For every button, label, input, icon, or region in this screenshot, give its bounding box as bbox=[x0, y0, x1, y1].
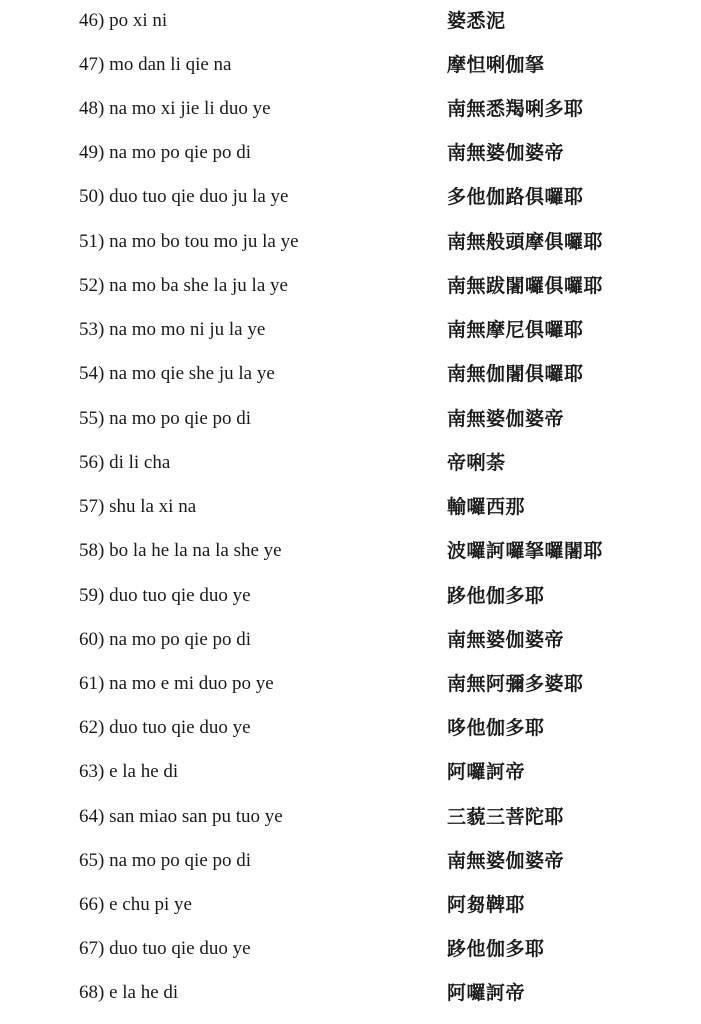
pinyin-line: 46) po xi ni bbox=[79, 10, 168, 31]
list-item bbox=[0, 186, 701, 216]
pinyin-line: 58) bo la he la na la she ye bbox=[79, 540, 282, 561]
list-item bbox=[0, 938, 701, 968]
hanzi-line: 南無跋闍囉俱囉耶 bbox=[447, 275, 604, 297]
hanzi-line: 南無婆伽婆帝 bbox=[447, 408, 565, 430]
hanzi-line: 波囉訶囉拏囉闍耶 bbox=[447, 540, 604, 562]
list-item bbox=[0, 540, 701, 570]
pinyin-line: 56) di li cha bbox=[79, 452, 171, 473]
list-item bbox=[0, 54, 701, 84]
list-item bbox=[0, 585, 701, 615]
pinyin-line: 68) e la he di bbox=[79, 982, 179, 1003]
pinyin-line: 59) duo tuo qie duo ye bbox=[79, 585, 251, 606]
list-item bbox=[0, 98, 701, 128]
pinyin-line: 60) na mo po qie po di bbox=[79, 629, 252, 650]
hanzi-line: 哆他伽多耶 bbox=[447, 717, 545, 739]
pinyin-line: 66) e chu pi ye bbox=[79, 894, 192, 915]
list-item bbox=[0, 894, 701, 924]
list-item bbox=[0, 717, 701, 747]
pinyin-line: 49) na mo po qie po di bbox=[79, 142, 252, 163]
pinyin-line: 57) shu la xi na bbox=[79, 496, 197, 517]
hanzi-line: 南無阿彌多婆耶 bbox=[447, 673, 584, 695]
pinyin-line: 47) mo dan li qie na bbox=[79, 54, 232, 75]
list-item bbox=[0, 850, 701, 880]
pinyin-line: 65) na mo po qie po di bbox=[79, 850, 252, 871]
hanzi-line: 帝唎荼 bbox=[447, 452, 506, 474]
hanzi-line: 南無婆伽婆帝 bbox=[447, 850, 565, 872]
pinyin-line: 53) na mo mo ni ju la ye bbox=[79, 319, 266, 340]
list-item bbox=[0, 629, 701, 659]
hanzi-line: 婆悉泥 bbox=[447, 10, 506, 32]
list-item bbox=[0, 319, 701, 349]
list-item bbox=[0, 142, 701, 172]
list-item bbox=[0, 982, 701, 1012]
pinyin-line: 55) na mo po qie po di bbox=[79, 408, 252, 429]
hanzi-line: 三藐三菩陀耶 bbox=[447, 806, 565, 828]
hanzi-line: 跢他伽多耶 bbox=[447, 585, 545, 607]
hanzi-line: 輸囉西那 bbox=[447, 496, 526, 518]
hanzi-line: 南無婆伽婆帝 bbox=[447, 142, 565, 164]
list-item bbox=[0, 673, 701, 703]
pinyin-line: 51) na mo bo tou mo ju la ye bbox=[79, 231, 299, 252]
hanzi-line: 多他伽路俱囉耶 bbox=[447, 186, 584, 208]
hanzi-line: 阿囉訶帝 bbox=[447, 761, 526, 783]
pinyin-line: 64) san miao san pu tuo ye bbox=[79, 806, 283, 827]
hanzi-line: 跢他伽多耶 bbox=[447, 938, 545, 960]
pinyin-line: 50) duo tuo qie duo ju la ye bbox=[79, 186, 289, 207]
list-item bbox=[0, 231, 701, 261]
hanzi-line: 南無婆伽婆帝 bbox=[447, 629, 565, 651]
hanzi-line: 南無摩尼俱囉耶 bbox=[447, 319, 584, 341]
list-item bbox=[0, 363, 701, 393]
list-item bbox=[0, 496, 701, 526]
hanzi-line: 阿囉訶帝 bbox=[447, 982, 526, 1004]
pinyin-line: 67) duo tuo qie duo ye bbox=[79, 938, 251, 959]
list-item bbox=[0, 408, 701, 438]
list-item bbox=[0, 806, 701, 836]
pinyin-line: 63) e la he di bbox=[79, 761, 179, 782]
hanzi-line: 南無伽闍俱囉耶 bbox=[447, 363, 584, 385]
list-item bbox=[0, 452, 701, 482]
pinyin-line: 48) na mo xi jie li duo ye bbox=[79, 98, 271, 119]
pinyin-line: 61) na mo e mi duo po ye bbox=[79, 673, 274, 694]
hanzi-line: 摩怛唎伽拏 bbox=[447, 54, 545, 76]
hanzi-line: 阿芻鞞耶 bbox=[447, 894, 526, 916]
list-item bbox=[0, 761, 701, 791]
hanzi-line: 南無悉羯唎多耶 bbox=[447, 98, 584, 120]
list-item bbox=[0, 275, 701, 305]
pinyin-line: 62) duo tuo qie duo ye bbox=[79, 717, 251, 738]
pinyin-line: 52) na mo ba she la ju la ye bbox=[79, 275, 288, 296]
hanzi-line: 南無般頭摩俱囉耶 bbox=[447, 231, 604, 253]
list-item bbox=[0, 10, 701, 40]
pinyin-line: 54) na mo qie she ju la ye bbox=[79, 363, 275, 384]
